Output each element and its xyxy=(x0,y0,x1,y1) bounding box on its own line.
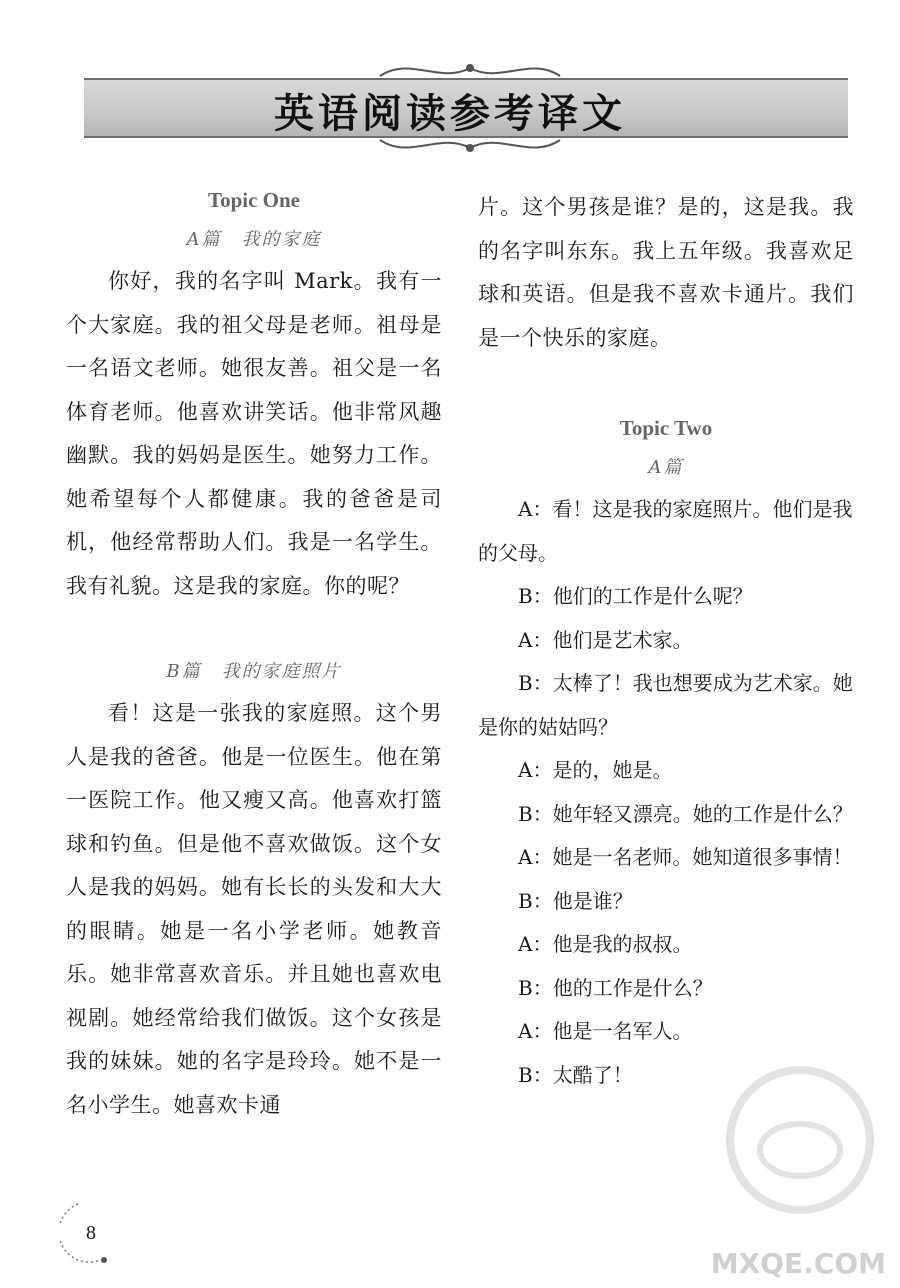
dialogue-line: A：看！这是我的家庭照片。他们是我的父母。 xyxy=(478,497,853,565)
dialogue-line: A：他们是艺术家。 xyxy=(518,627,693,652)
dialogue xyxy=(478,488,854,1097)
topic-one-title: Topic One xyxy=(208,188,300,212)
dialogue-line: B：她年轻又漂亮。她的工作是什么？ xyxy=(518,801,853,826)
page-title: 英语阅读参考译文 xyxy=(274,90,626,137)
dialogue-line: A：她是一名老师。她知道很多事情！ xyxy=(518,845,853,869)
dialogue-line: B：他是谁？ xyxy=(518,888,633,913)
right-column xyxy=(478,186,854,1097)
section-a-text: 你好，我的名字叫 Mark。我有一个大家庭。我的祖父母是老师。祖母是一名语文老师。她很友善。祖父是一名体育老师。他喜欢讲笑话。他非常风趣幽默。我的妈妈是医生。她努力工作。她希望每个人都健康。我的爸爸是司机，他经常帮助人们。我是一名学生。我有礼貌。这是我的家庭。你的呢？ xyxy=(66,269,442,598)
page-number: 8 xyxy=(86,1222,96,1244)
topic-two-section-heading: A篇 xyxy=(648,457,684,478)
topic-two-title: Topic Two xyxy=(619,416,713,440)
dialogue-line: A：是的，她是。 xyxy=(518,758,673,782)
dialogue-line: B：他们的工作是什么呢？ xyxy=(518,584,753,608)
dialogue-line: A：他是一名军人。 xyxy=(518,1019,693,1043)
dialogue-line: B：太棒了！我也想要成为艺术家。她是你的姑姑吗？ xyxy=(478,671,853,739)
dialogue-line: A：他是我的叔叔。 xyxy=(518,932,693,956)
section-b-text: 看！这是一张我的家庭照。这个男人是我的爸爸。他是一位医生。他在第一医院工作。他又瘦又高。他喜欢打篮球和钓鱼。但是他不喜欢做饭。这个女人是我的妈妈。她有长长的头发和大大的眼睛。她是一名小学老师。她教音乐。她非常喜欢音乐。并且她也喜欢电视剧。她经常给我们做饭。这个女孩是我的妹妹。她的名字是玲玲。她不是一名小学生。她喜欢卡通 xyxy=(66,701,442,1117)
dialogue-line: B：他的工作是什么？ xyxy=(518,975,713,1000)
watermark-text: MXQE.COM xyxy=(710,1247,886,1280)
dialogue-line: B：太酷了！ xyxy=(518,1062,633,1087)
left-column xyxy=(66,180,442,1127)
header-ornament-bottom xyxy=(370,132,570,160)
section-a-heading: A篇 我的家庭 xyxy=(186,229,322,250)
continuation-text: 片。这个男孩是谁？是的，这是我。我的名字叫东东。我上五年级。我喜欢足球和英语。但是我不喜欢卡通片。我们是一个快乐的家庭。 xyxy=(478,195,854,350)
section-b-heading: B篇 我的家庭照片 xyxy=(166,661,342,682)
